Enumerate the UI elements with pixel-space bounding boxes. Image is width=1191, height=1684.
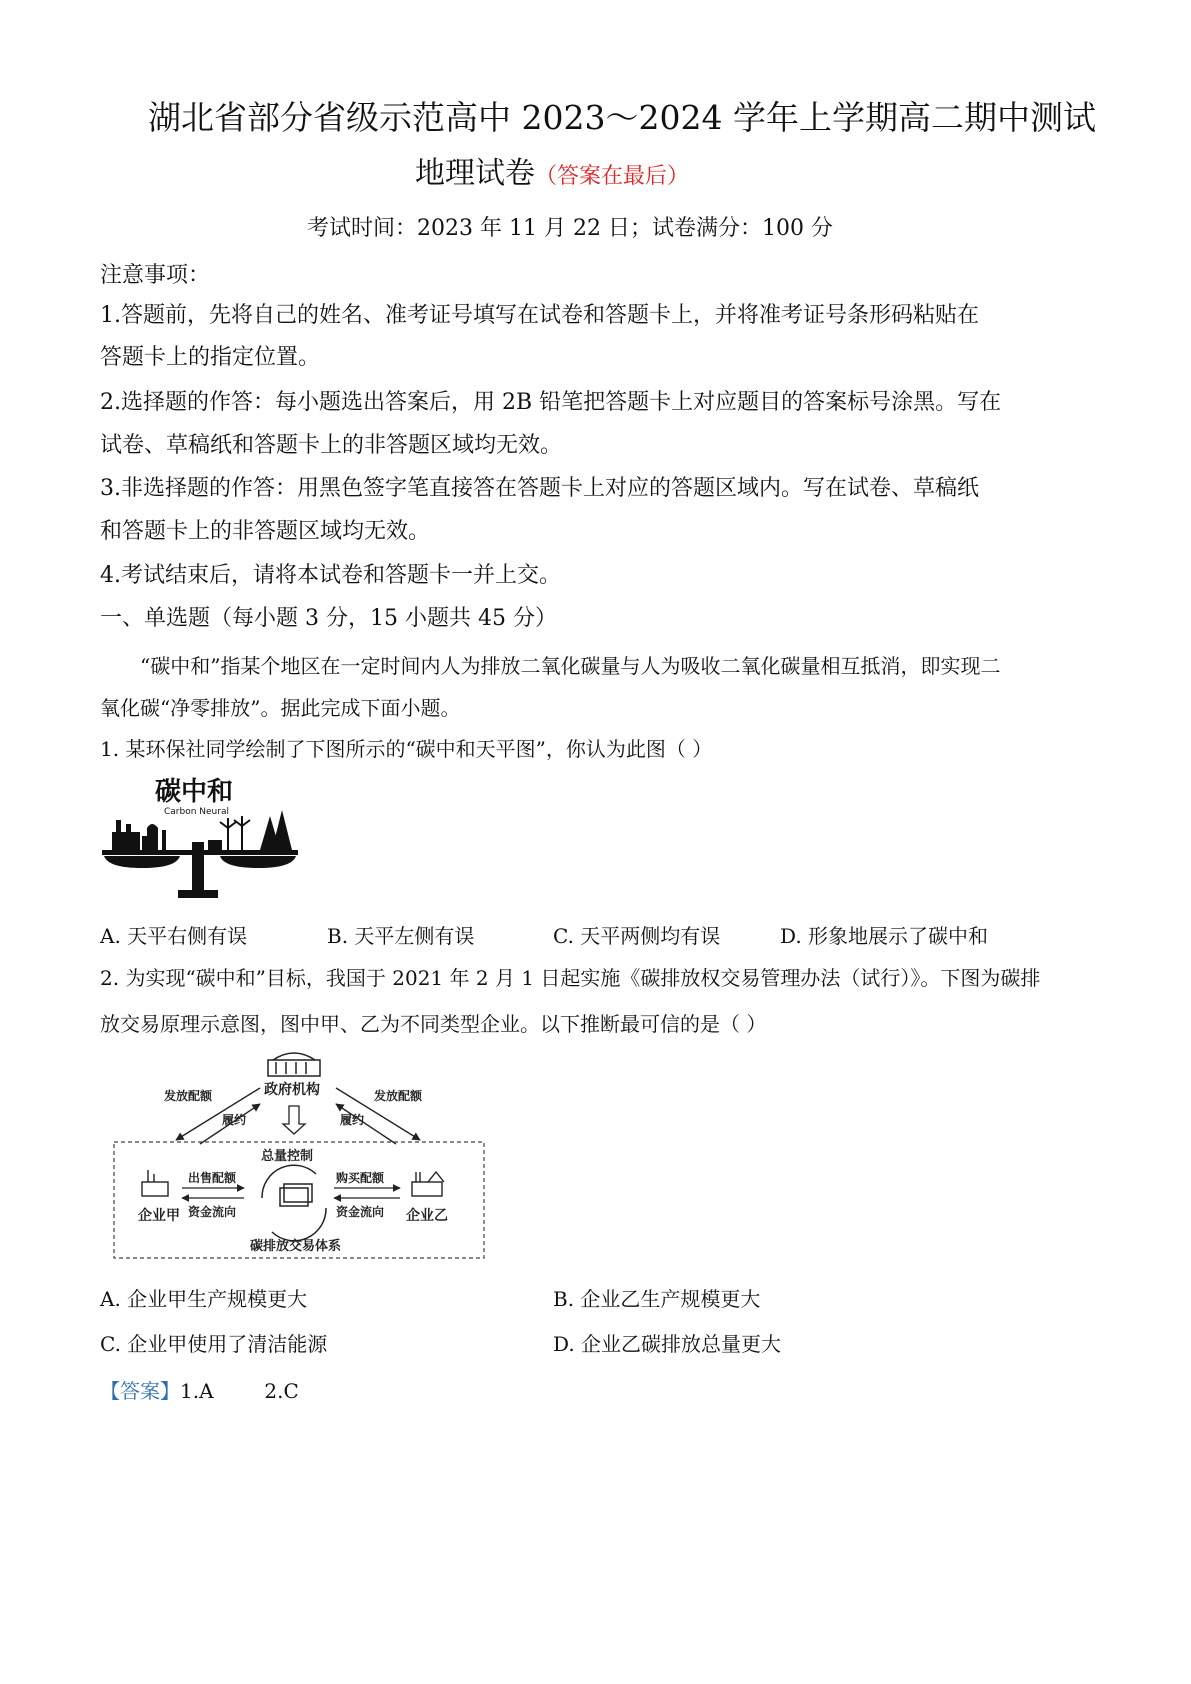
section-heading: 一、单选题（每小题 3 分，15 小题共 45 分） xyxy=(100,606,557,631)
company-b-factory-icon xyxy=(412,1172,444,1196)
sell-label: 出售配额 xyxy=(188,1171,237,1185)
question-2-stem: 2. 为实现“碳中和”目标，我国于 2021 年 2 月 1 日起实施《碳排放权交易管理办法（试行）》。下图为碳排 xyxy=(100,966,1041,990)
q2-option-c[interactable]: C. 企业甲使用了清洁能源 xyxy=(100,1332,328,1356)
question-2-stem: 放交易原理示意图，图中甲、乙为不同类型企业。以下推断最可信的是（ ） xyxy=(100,1012,767,1036)
notice-heading: 注意事项： xyxy=(100,263,211,288)
government-label: 政府机构 xyxy=(264,1082,320,1098)
exam-info: 考试时间：2023 年 11 月 22 日；试卷满分：100 分 xyxy=(307,216,833,241)
answer-note: （答案在最后） xyxy=(535,164,690,189)
page-title: 湖北省部分省级示范高中 2023～2024 学年上学期高二期中测试 xyxy=(148,98,1096,137)
answer-label: 【答案】 xyxy=(100,1379,180,1403)
carbon-trading-diagram xyxy=(110,1048,490,1264)
carbon-neutral-balance-figure xyxy=(100,772,300,902)
company-a-factory-icon xyxy=(142,1170,168,1196)
company-a-label: 企业甲 xyxy=(138,1208,180,1224)
q1-option-b[interactable]: B. 天平左侧有误 xyxy=(327,924,475,948)
answer-line xyxy=(100,1375,299,1404)
fund-label-right: 资金流向 xyxy=(336,1205,385,1219)
answer-values: 1.A 2.C xyxy=(180,1379,299,1403)
issue-label-left: 发放配额 xyxy=(164,1089,213,1103)
q1-option-a[interactable]: A. 天平右侧有误 xyxy=(100,924,248,948)
wind-turbine-icon xyxy=(220,816,250,850)
buy-label: 购买配额 xyxy=(336,1171,385,1185)
notice-line: 答题卡上的指定位置。 xyxy=(100,345,321,370)
trading-system-label: 碳排放交易体系 xyxy=(250,1239,342,1254)
notice-line: 2.选择题的作答：每小题选出答案后，用 2B 铅笔把答题卡上对应题目的答案标号涂黑。写在 xyxy=(100,390,1002,415)
balance-scale-icon xyxy=(102,842,298,898)
q1-option-c[interactable]: C. 天平两侧均有误 xyxy=(553,924,721,948)
q2-option-b[interactable]: B. 企业乙生产规模更大 xyxy=(553,1287,761,1311)
figure-subtitle: Carbon Neural xyxy=(164,807,229,817)
factory-icon xyxy=(112,820,166,850)
question-1-stem: 1. 某环保社同学绘制了下图所示的“碳中和天平图”，你认为此图（ ） xyxy=(100,737,713,761)
subject-title xyxy=(415,148,689,192)
comply-label-right: 履约 xyxy=(340,1113,365,1127)
q2-option-a[interactable]: A. 企业甲生产规模更大 xyxy=(100,1287,308,1311)
notice-line: 4.考试结束后，请将本试卷和答题卡一并上交。 xyxy=(100,563,561,588)
intro-line: “碳中和”指某个地区在一定时间内人为排放二氧化碳量与人为吸收二氧化碳量相互抵消，即实现二 xyxy=(140,654,1001,678)
intro-line: 氧化碳“净零排放”。据此完成下面小题。 xyxy=(100,696,461,720)
figure-title: 碳中和 xyxy=(155,777,234,807)
comply-label-left: 履约 xyxy=(222,1113,247,1127)
fund-label-left: 资金流向 xyxy=(188,1205,237,1219)
notice-line: 和答题卡上的非答题区域均无效。 xyxy=(100,519,431,544)
money-cycle-icon xyxy=(262,1165,326,1241)
notice-line: 1.答题前，先将自己的姓名、准考证号填写在试卷和答题卡上，并将准考证号条形码粘贴在 xyxy=(100,303,979,328)
q1-option-d[interactable]: D. 形象地展示了碳中和 xyxy=(780,924,989,948)
government-building-icon xyxy=(268,1053,320,1076)
notice-line: 试卷、草稿纸和答题卡上的非答题区域均无效。 xyxy=(100,433,563,458)
subject-name: 地理试卷 xyxy=(415,156,535,191)
total-control-label: 总量控制 xyxy=(261,1149,314,1164)
issue-label-right: 发放配额 xyxy=(374,1089,423,1103)
company-b-label: 企业乙 xyxy=(406,1208,448,1224)
control-arrow-down xyxy=(283,1106,305,1134)
q2-option-d[interactable]: D. 企业乙碳排放总量更大 xyxy=(553,1332,782,1356)
notice-line: 3.非选择题的作答：用黑色签字笔直接答在答题卡上对应的答题区域内。写在试卷、草稿纸 xyxy=(100,476,979,501)
